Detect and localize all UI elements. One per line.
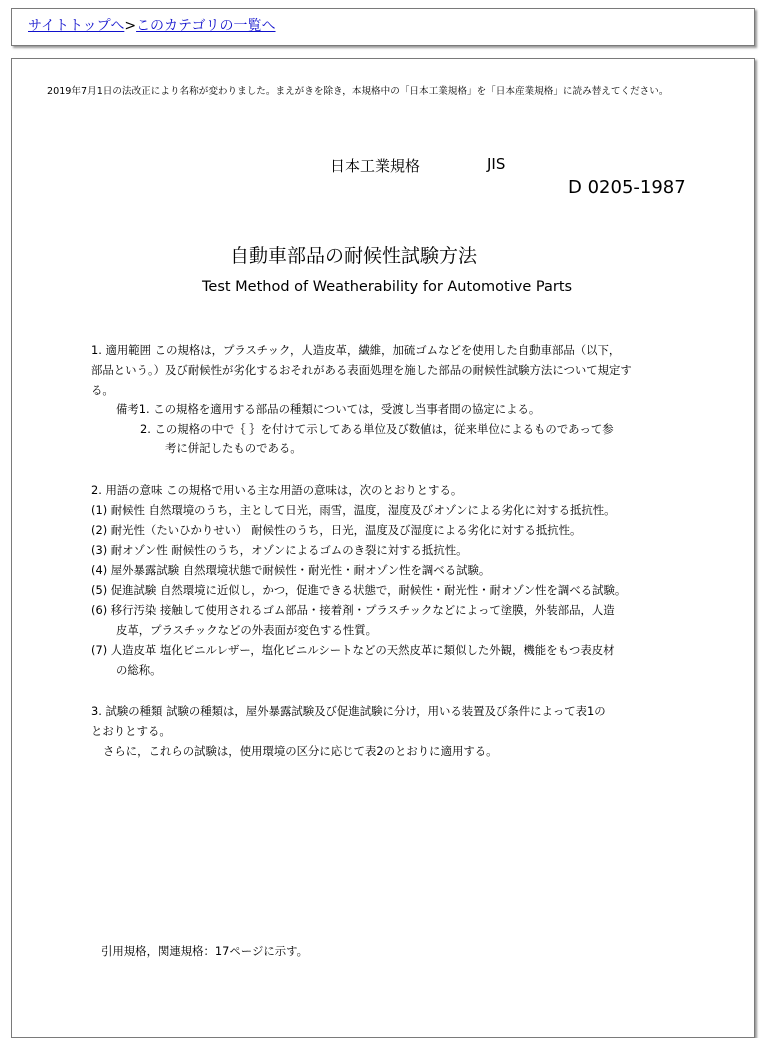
document-page — [11, 58, 755, 1038]
nav-separator: > — [124, 18, 137, 34]
section1-remark: 考に併記したものである。 — [165, 441, 302, 455]
standard-name: 日本工業規格 — [330, 157, 421, 175]
section1-line: 1. 適用範囲 この規格は，プラスチック，人造皮革，繊維，加硫ゴムなどを使用した自動車部品（以下， — [91, 343, 621, 357]
section2-item: (4) 屋外暴露試験 自然環境状態で耐候性・耐光性・耐オゾン性を調べる試験。 — [91, 563, 491, 577]
section1-remark: 2. この規格の中で｛ ｝を付けて示してある単位及び数値は，従来単位によるものであって参 — [140, 422, 614, 436]
section3-line: 3. 試験の種類 試験の種類は，屋外暴露試験及び促進試験に分け，用いる装置及び条件によって表1の — [91, 704, 606, 718]
section2-item: (7) 人造皮革 塩化ビニルレザー，塩化ビニルシートなどの天然皮革に類似した外観，機能をもつ表皮材 — [91, 643, 615, 657]
section2-item-cont: の総称。 — [116, 663, 162, 677]
rename-notice: 2019年7月1日の法改正により名称が変わりました。まえがきを除き，本規格中の「日本工業規格」を「日本産業規格」に読み替えてください。 — [47, 86, 669, 97]
section1-line: 部品という。）及び耐候性が劣化するおそれがある表面処理を施した部品の耐候性試験方法について規定す — [91, 363, 632, 377]
section2-item: (6) 移行汚染 接触して使用されるゴム部品・接着剤・プラスチックなどによって塗膜，外装部品，人造 — [91, 603, 615, 617]
section1-line: る。 — [91, 383, 114, 397]
referenced-standards-note: 引用規格，関連規格：17ページに示す。 — [101, 944, 308, 958]
section2-item: (5) 促進試験 自然環境に近似し，かつ，促進できる状態で，耐候性・耐光性・耐オゾン性を調べる試験。 — [91, 583, 627, 597]
category-list-link[interactable]: このカテゴリの一覧へ — [136, 18, 276, 34]
standard-number: D 0205-1987 — [568, 177, 686, 198]
section2-item: (2) 耐光性（たいひかりせい） 耐候性のうち，日光，温度及び湿度による劣化に対する抵抗性。 — [91, 523, 582, 537]
nav-bar — [11, 8, 755, 46]
section3-line: とおりとする。 — [91, 724, 171, 738]
section1-remark: 備考1. この規格を適用する部品の種類については，受渡し当事者間の協定による。 — [116, 402, 541, 416]
title-japanese: 自動車部品の耐候性試験方法 — [230, 245, 478, 267]
title-english: Test Method of Weatherability for Automotive Parts — [202, 279, 573, 295]
section3-line: さらに，これらの試験は，使用環境の区分に応じて表2のとおりに適用する。 — [103, 744, 498, 758]
section2-item-cont: 皮革，プラスチックなどの外表面が変色する性質。 — [116, 623, 378, 637]
standard-code: JIS — [487, 155, 506, 173]
section2-item: (3) 耐オゾン性 耐候性のうち，オゾンによるゴムのき裂に対する抵抗性。 — [91, 543, 468, 557]
section2-heading: 2. 用語の意味 この規格で用いる主な用語の意味は，次のとおりとする。 — [91, 483, 463, 497]
site-top-link[interactable]: サイトトップへ — [28, 18, 125, 34]
section2-item: (1) 耐候性 自然環境のうち，主として日光，雨雪，温度，湿度及びオゾンによる劣化に対する抵抗性。 — [91, 503, 616, 517]
